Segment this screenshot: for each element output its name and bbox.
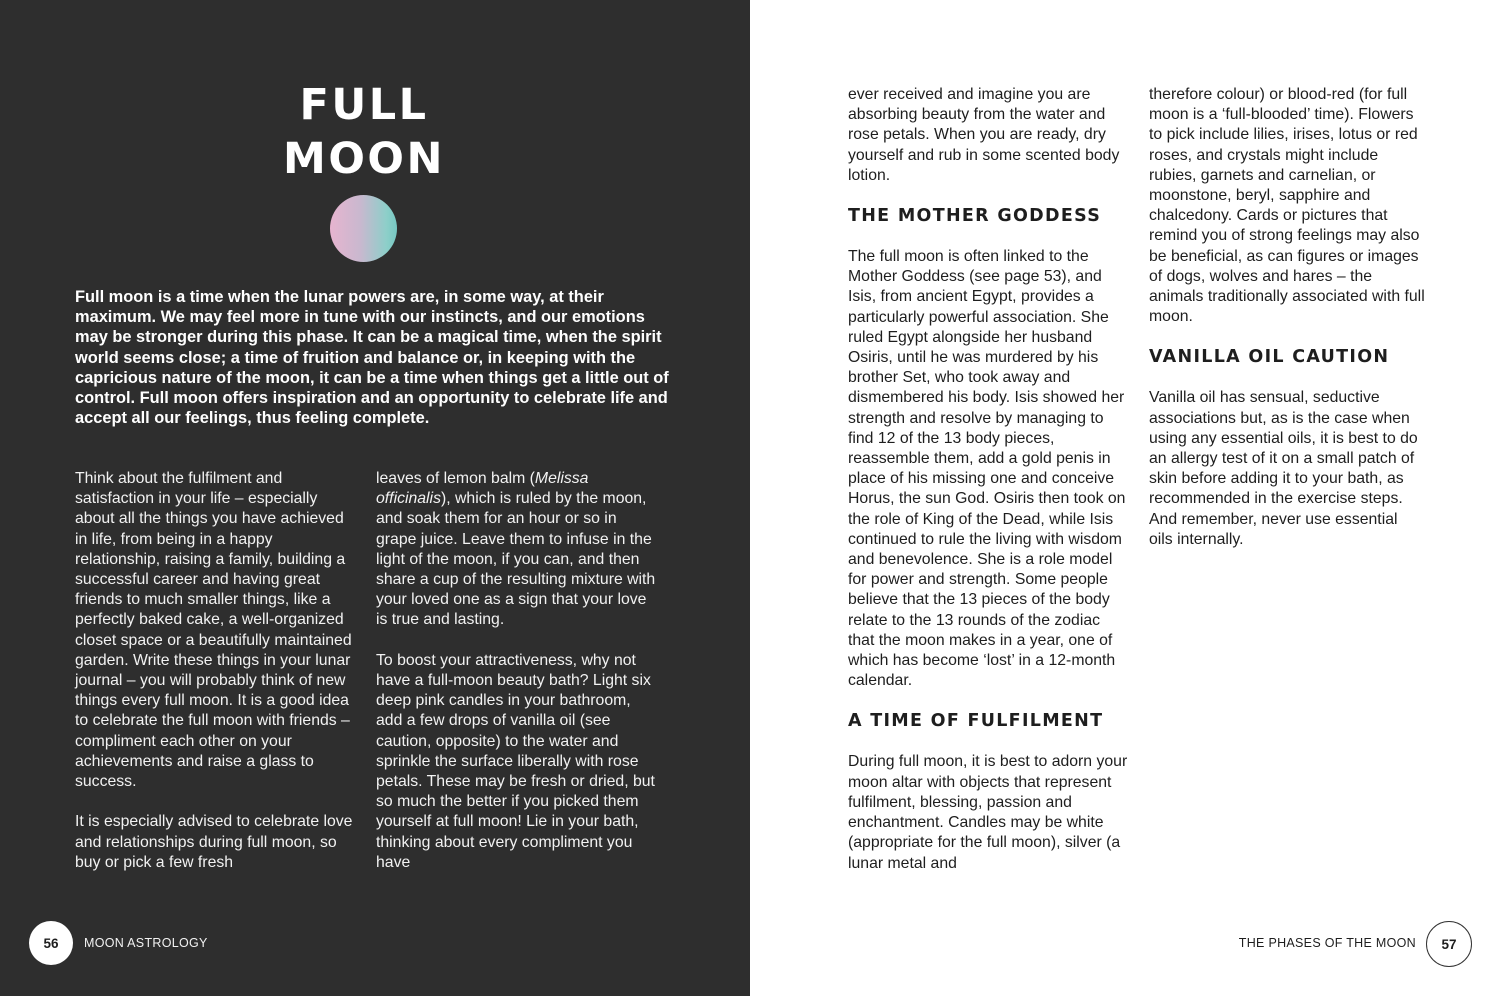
body-paragraph: ever received and imagine you are absorbing beauty from the water and rose petals. When you are ready, dry yourself and rub in some scented body lotion. [848,86,1120,184]
left-column-1 [75,469,355,873]
page-number-badge [29,921,73,965]
body-paragraph: The full moon is often linked to the Mother Goddess (see page 53), and Isis, from ancient Egypt, provides a particularly powerful association. She ruled Egypt alongside her husband Osiris, until he was murdered by his brother Set, who took away and dismembered his body. Isis showed her strength and resolve by managing to find 12 of the 13 body pieces, reassemble them, add a gold penis in place of his missing one and conceive Horus, the sun God. Osiris then took on the role of King of the Dead, while Isis continued to rule the living with wisdom and benevolence. She is a role model for power and strength. Some people believe that the 13 pieces of the body relate to the 13 rounds of the zodiac that the moon makes in a year, one of which has become ‘lost’ in a 12-month calendar. [848,248,1126,690]
intro-paragraph: Full moon is a time when the lunar powers are, in some way, at their maximum. We may feel more in tune with our instincts, and our emotions may be stronger during this phase. It can be a magical time, when the spirit world seems close; a time of fruition and balance or, in keeping with the capricious nature of the moon, it can be a time when things get a little out of control. Full moon offers inspiration and an opportunity to celebrate life and accept all our feelings, thus feeling complete. [75,288,669,428]
latin-name: Melissa officinalis [376,470,589,508]
page-number-badge [1426,921,1472,967]
body-paragraph: To boost your attractiveness, why not have a full-moon beauty bath? Light six deep pink candles in your bathroom, add a few drops of vanilla oil (see caution, opposite) to the water and sprinkle the surface liberally with rose petals. These may be fresh or dried, but so much the better if you picked them yourself at full moon! Lie in your bath, thinking about every compliment you have [376,651,655,871]
right-page [750,0,1500,996]
body-paragraph: therefore colour) or blood-red (for full moon is a ‘full-blooded’ time). Flowers to pick include lilies, irises, lotus or red roses, and crystals might include rubies, garnets and carnelian, or moonstone, beryl, sapphire and chalcedony. Cards or pictures that remind you of strong feelings may also be beneficial, as can figures or images of dogs, wolves and hares – the animals traditionally associated with full moon. [1149,86,1425,326]
right-column-2 [1149,85,1425,550]
running-head: MOON ASTROLOGY [84,936,208,950]
body-paragraph: It is especially advised to celebrate love and relationships during full moon, so buy or pick a few fresh [75,813,353,871]
page-number: 56 [43,935,59,951]
body-paragraph [376,469,658,631]
section-heading: A TIME OF FULFILMENT [848,711,1104,732]
body-paragraph: Think about the fulfilment and satisfaction in your life – especially about all the things you have achieved in life, from being in a happy relationship, raising a family, building a successful career and having great friends to much smaller things, like a perfectly baked cake, a well-organized closet space or a beautifully maintained garden. Write these things in your lunar journal – you will probably think of new things every full moon. It is a good idea to celebrate the full moon with friends – compliment each other on your achievements and raise a glass to success. [75,470,352,791]
section-heading: THE MOTHER GODDESS [848,206,1102,227]
running-head: THE PHASES OF THE MOON [1238,936,1416,950]
chapter-title [0,78,728,186]
page-number: 57 [1441,936,1457,952]
chapter-title-line2: MOON [283,134,445,184]
full-moon-icon [330,195,397,262]
body-paragraph: During full moon, it is best to adorn your moon altar with objects that represent fulfilment, blessing, passion and enchantment. Candles may be white (appropriate for the full moon), silver (a lunar metal and [848,753,1128,872]
left-column-2 [376,469,658,873]
chapter-title-line1: FULL [299,80,429,130]
body-text: ), which is ruled by the moon, and soak them for an hour or so in grape juice. Leave them to infuse in the light of the moon, if you can, and then share a cup of the resulting mixture with your loved one as a sign that your love is true and lasting. [376,490,656,629]
section-heading: VANILLA OIL CAUTION [1149,347,1390,368]
body-paragraph: Vanilla oil has sensual, seductive associations but, as is the case when using any essential oils, it is best to do an allergy test of it on a small patch of skin before adding it to your bath, as recommended in the exercise steps. And remember, never use essential oils internally. [1149,389,1418,548]
body-text: leaves of lemon balm ( [376,470,535,487]
right-column-1 [848,85,1130,874]
